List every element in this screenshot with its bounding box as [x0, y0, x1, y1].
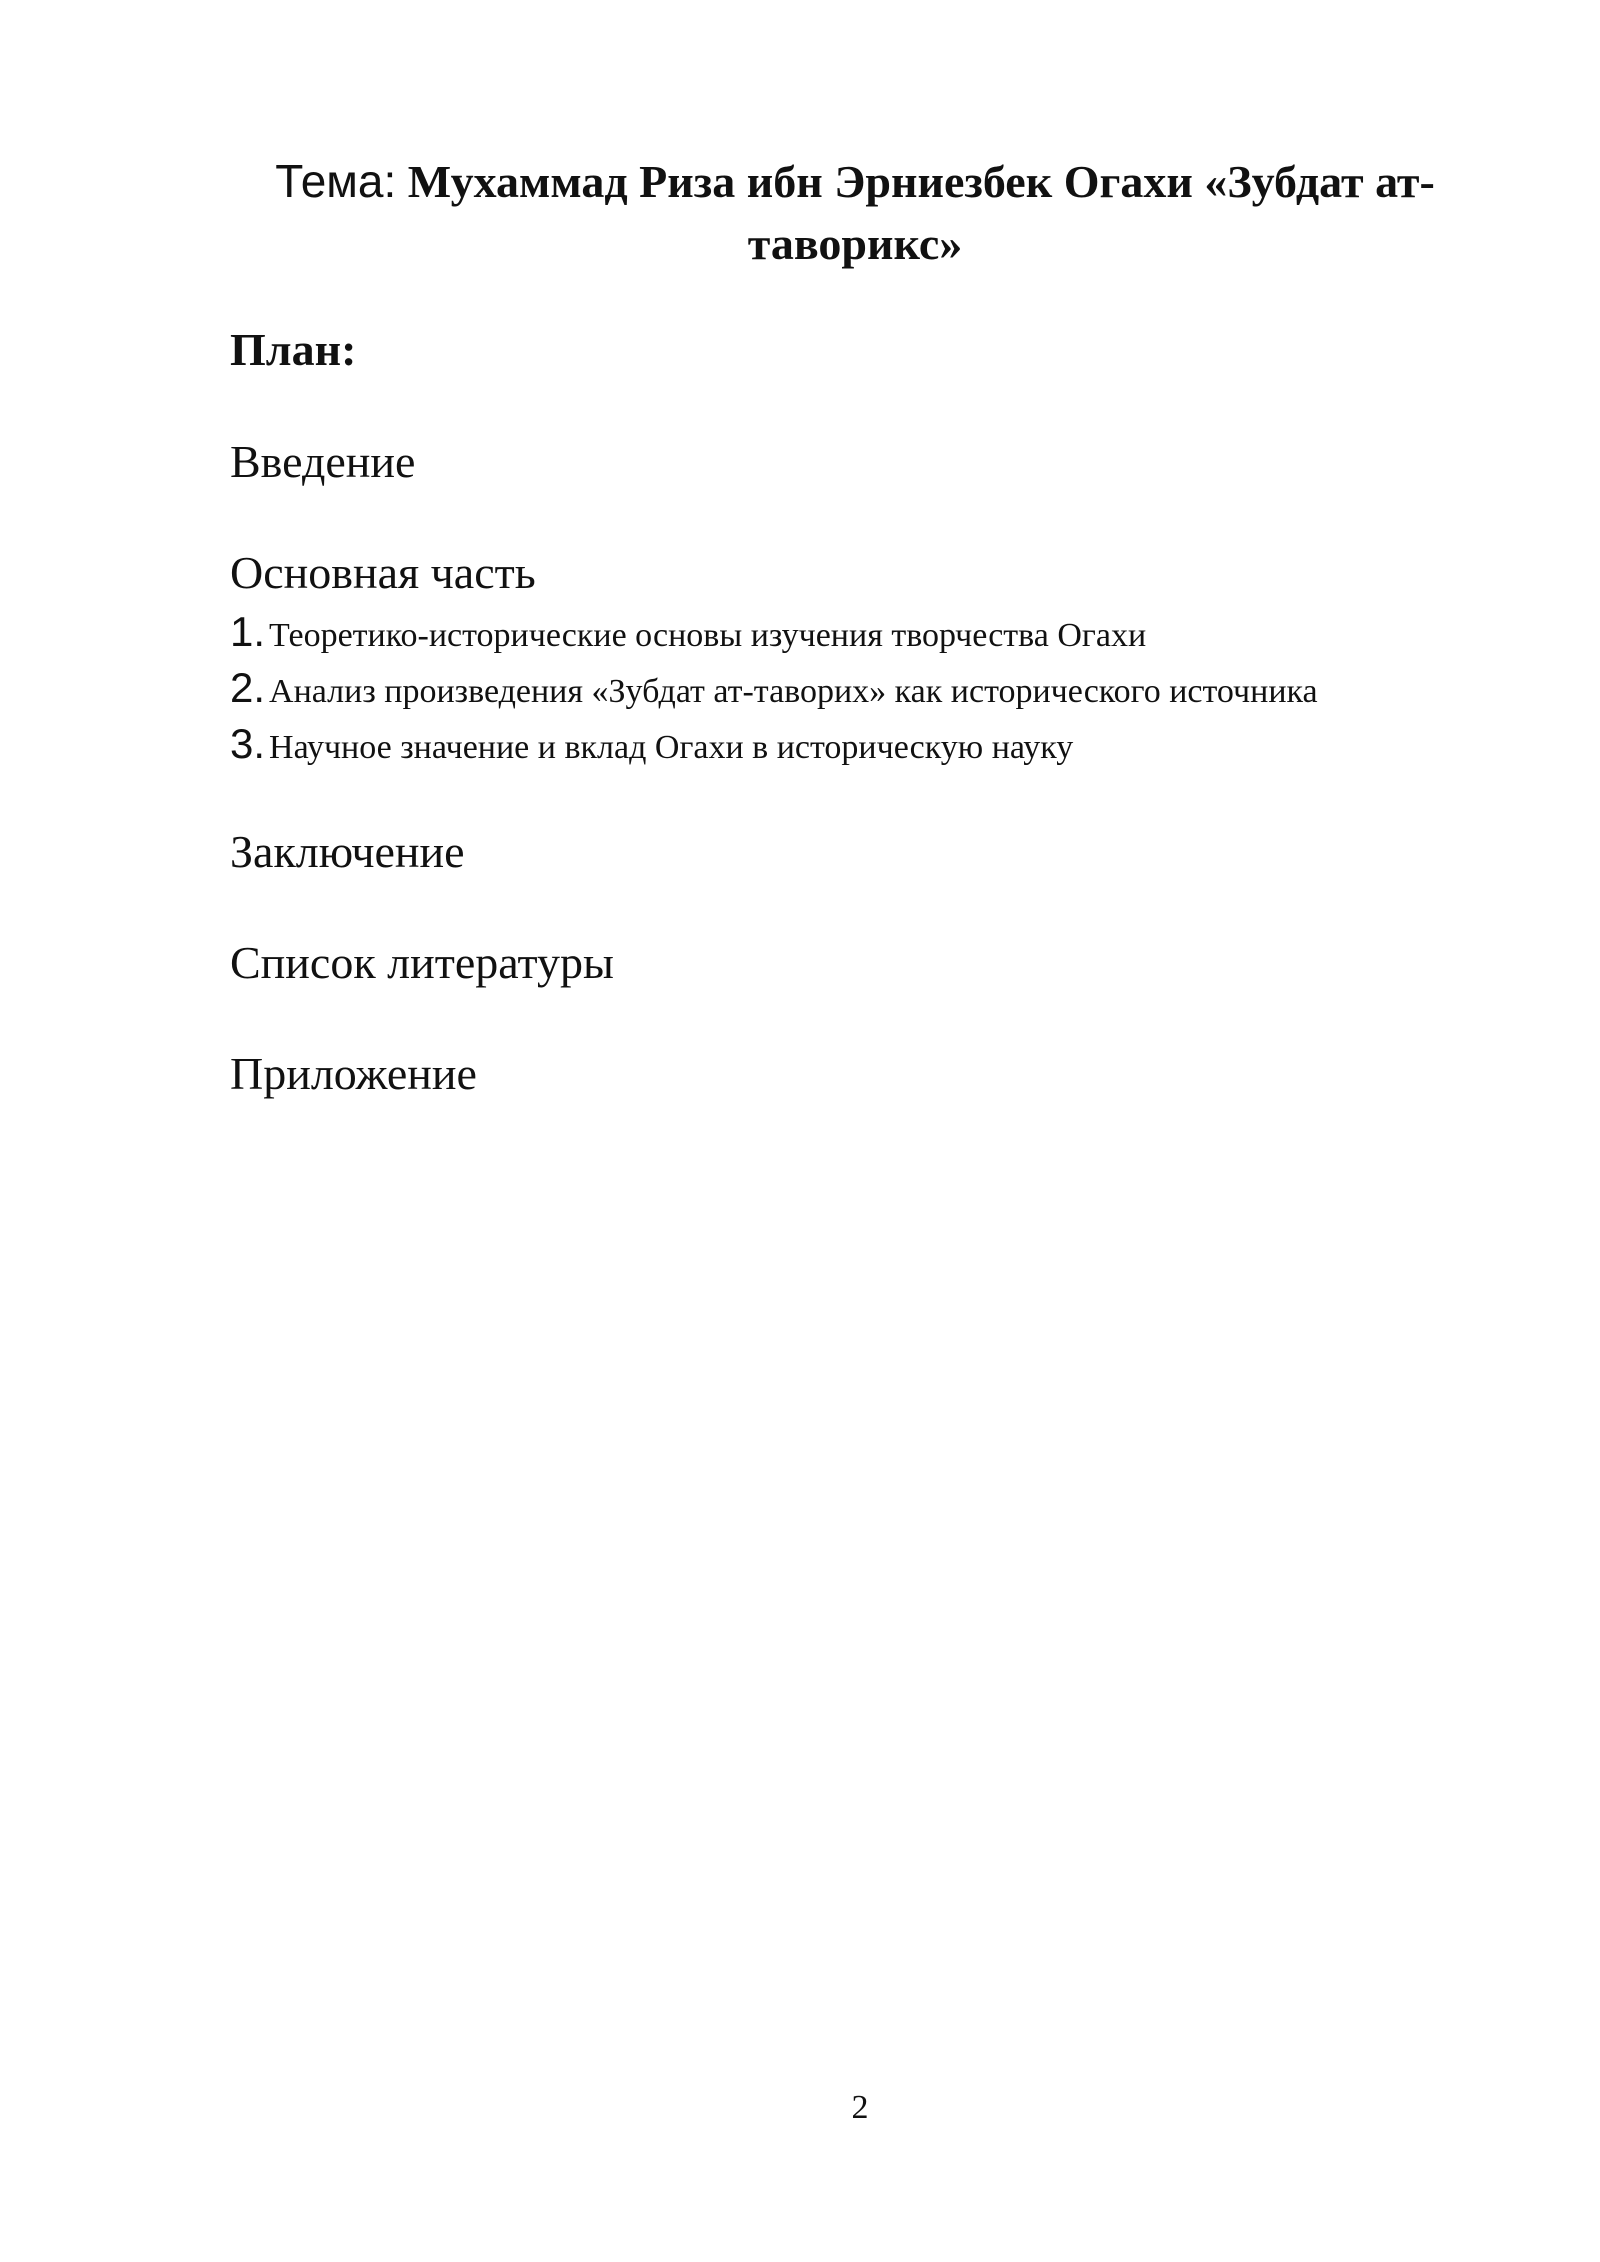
plan-heading: План: [230, 324, 357, 375]
item-number: 1. [230, 608, 266, 655]
section-appendix: Приложение [230, 1048, 477, 1099]
section-references: Список литературы [230, 937, 614, 988]
topic-label: Тема: [275, 155, 397, 207]
main-item-3 [230, 716, 1073, 782]
section-main-part: Основная часть [230, 547, 536, 598]
page-number: 2 [851, 2089, 869, 2126]
topic-name: Мухаммад Риза ибн Эрниезбек Огахи «Зубдат ат-таворикс» [407, 156, 1435, 269]
section-conclusion: Заключение [230, 826, 465, 877]
item-text: Анализ произведения «Зубдат ат-таворих» как исторического источника [269, 673, 1318, 710]
item-number: 2. [230, 664, 266, 711]
item-text: Научное значение и вклад Огахи в историческую науку [269, 729, 1074, 766]
item-number: 3. [230, 720, 266, 767]
topic-title [230, 150, 1480, 275]
section-introduction: Введение [230, 436, 416, 487]
item-text: Теоретико-исторические основы изучения творчества Огахи [269, 617, 1147, 654]
